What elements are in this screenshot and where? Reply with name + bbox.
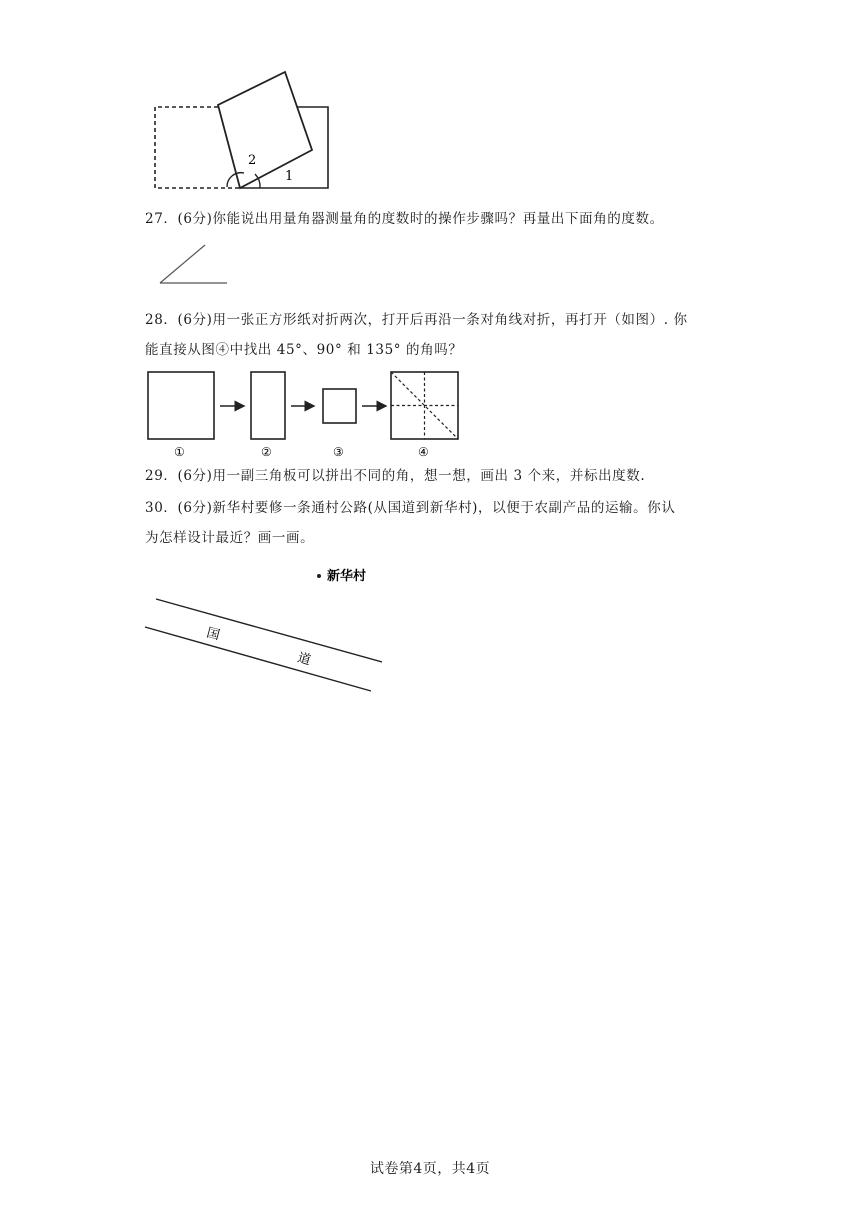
- question-30-line1: [145, 497, 675, 519]
- folding-figure: [140, 365, 470, 460]
- footer-page-text: 试卷第4页，共4页: [369, 1161, 491, 1177]
- question-29: [145, 465, 645, 487]
- question-28-line2: [145, 339, 462, 361]
- figure-label-2: ②: [261, 445, 272, 459]
- question-28-line1: [145, 309, 688, 331]
- question-30-line2: [145, 527, 314, 549]
- road-char-dao: 道: [295, 650, 313, 669]
- question-number: 29．: [145, 468, 178, 484]
- road-char-guo: 国: [204, 625, 222, 644]
- road-village-figure: [140, 560, 400, 700]
- question-text: (6分)用一副三角板可以拼出不同的角，想一想，画出 3 个来，并标出度数.: [177, 468, 646, 484]
- question-text: (6分)用一张正方形纸对折两次，打开后再沿一条对角线对折，再打开（如图）. 你: [177, 312, 688, 328]
- question-27: [145, 208, 664, 230]
- question-number: 30．: [145, 500, 178, 516]
- question-text: 能直接从图④中找出 45°、90° 和 135° 的角吗？: [145, 342, 463, 358]
- question-number: 27．: [145, 211, 178, 227]
- angle-2-label: 2: [248, 153, 257, 168]
- village-point: [317, 574, 321, 578]
- figure-label-4: ④: [418, 445, 429, 459]
- angle-1-label: 1: [285, 169, 294, 184]
- village-label: 新华村: [327, 569, 367, 584]
- figure-label-3: ③: [333, 445, 344, 459]
- question-text: (6分)新华村要修一条通村公路(从国道到新华村)，以便于农副产品的运输。你认: [177, 500, 676, 516]
- question-text: 为怎样设计最近？画一画。: [145, 530, 315, 546]
- page-footer: [0, 1158, 860, 1178]
- figure-label-1: ①: [174, 445, 185, 459]
- question-text: (6分)你能说出用量角器测量角的度数时的操作步骤吗？再量出下面角的度数。: [177, 211, 664, 227]
- angle-figure: [155, 240, 235, 290]
- question-number: 28．: [145, 312, 178, 328]
- figure-rotated-square: [140, 60, 340, 195]
